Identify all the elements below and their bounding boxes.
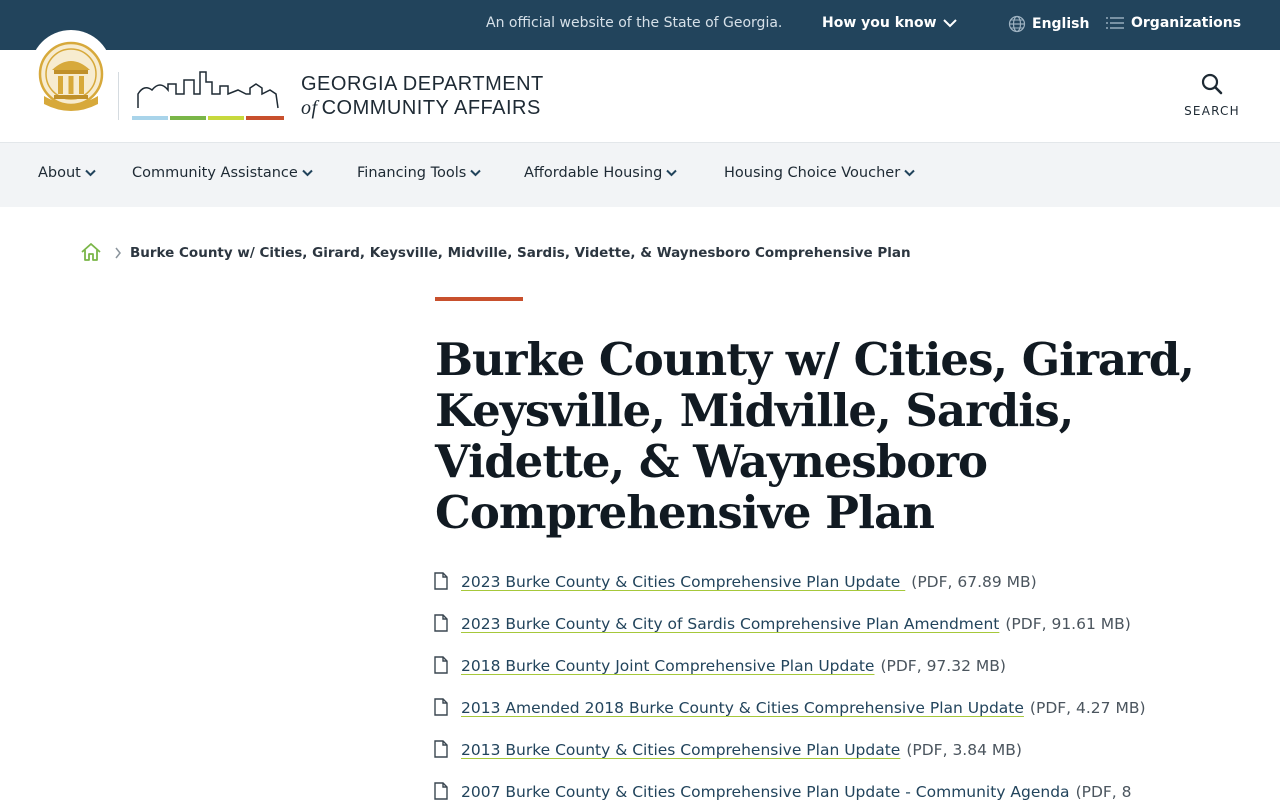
file-icon [433, 656, 449, 674]
list-item [433, 612, 1233, 654]
document-meta: (PDF, 67.89 MB) [911, 573, 1037, 591]
department-name[interactable] [301, 72, 544, 120]
search-button[interactable] [1176, 72, 1248, 118]
how-you-know-label: How you know [822, 15, 937, 31]
title-accent-bar [435, 297, 523, 301]
document-link[interactable]: 2023 Burke County & Cities Comprehensive Plan Update [461, 573, 906, 591]
nav-item-label: Housing Choice Voucher [724, 165, 901, 181]
list-item [433, 570, 1233, 612]
breadcrumb-current: Burke County w/ Cities, Girard, Keysville, Midville, Sardis, Vidette, & Waynesboro Comprehensive Plan [130, 245, 911, 261]
chevron-down-icon [943, 18, 957, 28]
document-meta: (PDF, 97.32 MB) [880, 657, 1006, 675]
document-row [461, 614, 1131, 633]
official-site-text: An official website of the State of Georgia. [486, 15, 783, 31]
organizations-label: Organizations [1131, 15, 1242, 31]
nav-item-community-assistance[interactable] [132, 165, 313, 181]
document-link[interactable]: 2013 Amended 2018 Burke County & Cities Comprehensive Plan Update [461, 699, 1024, 717]
chevron-right-icon [114, 247, 122, 259]
nav-item-label: Community Assistance [132, 165, 298, 181]
document-meta: (PDF, 4.27 MB) [1029, 699, 1146, 717]
document-link[interactable]: 2013 Burke County & Cities Comprehensive Plan Update [461, 741, 901, 759]
file-icon [433, 698, 449, 716]
organizations-button[interactable] [1105, 15, 1241, 31]
nav-item-financing-tools[interactable] [357, 165, 481, 181]
document-row [461, 656, 1006, 675]
document-meta: (PDF, 8 [1075, 783, 1132, 800]
document-meta: (PDF, 3.84 MB) [906, 741, 1022, 759]
file-icon [433, 740, 449, 758]
brand-line-1: GEORGIA DEPARTMENT [301, 73, 544, 95]
nav-item-label: Affordable Housing [524, 165, 663, 181]
document-row [461, 782, 1132, 800]
nav-item-affordable-housing[interactable] [524, 165, 677, 181]
brand-of: of [301, 97, 318, 119]
document-row [461, 698, 1146, 717]
how-you-know-button[interactable] [822, 15, 957, 31]
language-label: English [1032, 16, 1090, 32]
main-navigation [0, 142, 1280, 207]
list-item [433, 654, 1233, 696]
search-label: SEARCH [1184, 104, 1240, 118]
document-link[interactable]: 2018 Burke County Joint Comprehensive Plan Update [461, 657, 875, 675]
search-icon [1200, 72, 1224, 96]
seal-icon [36, 40, 106, 116]
list-icon [1105, 15, 1125, 31]
chevron-down-icon [302, 169, 313, 177]
file-icon [433, 572, 449, 590]
home-icon[interactable] [80, 241, 102, 263]
georgia-seal-logo[interactable] [30, 30, 112, 136]
brand-line-2 [301, 96, 544, 120]
document-meta: (PDF, 91.61 MB) [1005, 615, 1131, 633]
chevron-down-icon [85, 169, 96, 177]
skyline-logo-icon [130, 68, 288, 124]
globe-icon [1008, 15, 1026, 33]
chevron-down-icon [666, 169, 677, 177]
official-banner [0, 0, 1280, 50]
header-divider [118, 72, 119, 120]
document-link[interactable]: 2023 Burke County & City of Sardis Comprehensive Plan Amendment [461, 615, 1000, 633]
brand-line-2-text: COMMUNITY AFFAIRS [321, 97, 541, 119]
site-header [0, 50, 1280, 142]
nav-item-label: About [38, 165, 81, 181]
nav-item-housing-choice-voucher[interactable] [724, 165, 915, 181]
document-row [461, 740, 1022, 759]
nav-item-about[interactable] [38, 165, 96, 181]
language-selector[interactable] [1008, 15, 1089, 33]
file-icon [433, 782, 449, 800]
nav-item-label: Financing Tools [357, 165, 467, 181]
document-row [461, 572, 1037, 591]
chevron-down-icon [470, 169, 481, 177]
document-link[interactable]: 2007 Burke County & Cities Comprehensive Plan Update - Community Agenda [461, 783, 1070, 800]
document-list [433, 570, 1233, 800]
chevron-down-icon [904, 169, 915, 177]
file-icon [433, 614, 449, 632]
list-item [433, 696, 1233, 738]
list-item [433, 780, 1233, 800]
list-item [433, 738, 1233, 780]
page-title: Burke County w/ Cities, Girard, Keysville, Midville, Sardis, Vidette, & Waynesboro Comprehensive Plan [435, 333, 1194, 539]
